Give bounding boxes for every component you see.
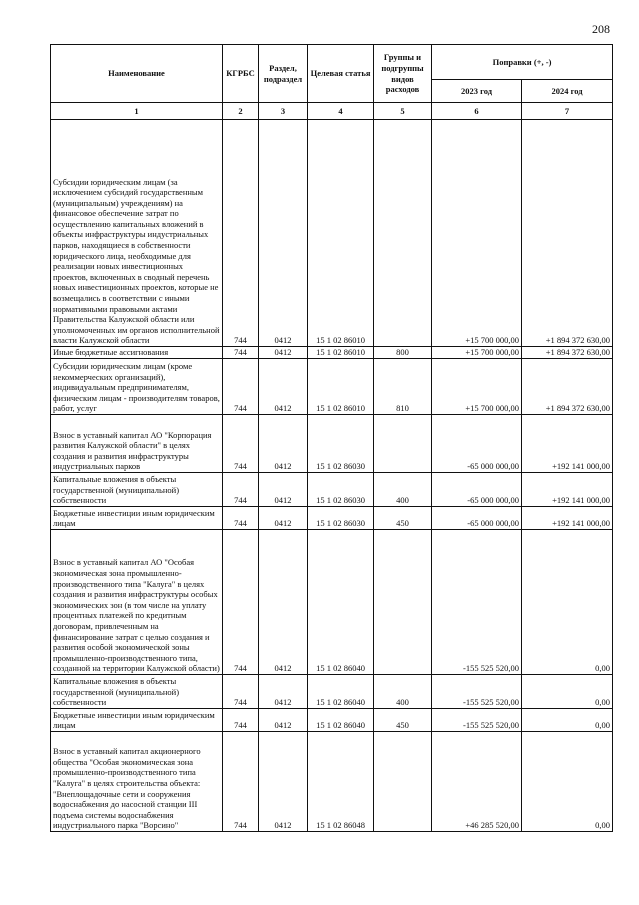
row-2024: 0,00 bbox=[522, 530, 613, 675]
row-kgrbs: 744 bbox=[223, 473, 259, 507]
row-kgrbs: 744 bbox=[223, 120, 259, 347]
row-2024: +192 141 000,00 bbox=[522, 507, 613, 530]
row-2023: -65 000 000,00 bbox=[432, 507, 522, 530]
row-2023: +15 700 000,00 bbox=[432, 359, 522, 415]
row-name: Бюджетные инвестиции иным юридическим лицам bbox=[51, 507, 223, 530]
row-section: 0412 bbox=[259, 120, 308, 347]
budget-amendments-table bbox=[50, 44, 613, 832]
row-name: Бюджетные инвестиции иным юридическим лицам bbox=[51, 709, 223, 732]
row-name: Капитальные вложения в объекты государственной (муниципальной) собственности bbox=[51, 473, 223, 507]
row-2023: -155 525 520,00 bbox=[432, 709, 522, 732]
row-kgrbs: 744 bbox=[223, 732, 259, 832]
row-group bbox=[374, 732, 432, 832]
table-row bbox=[51, 473, 613, 507]
row-2023: +15 700 000,00 bbox=[432, 120, 522, 347]
row-target: 15 1 02 86048 bbox=[308, 732, 374, 832]
row-name: Капитальные вложения в объекты государственной (муниципальной) собственности bbox=[51, 675, 223, 709]
row-2024: 0,00 bbox=[522, 675, 613, 709]
table-row bbox=[51, 709, 613, 732]
row-group: 810 bbox=[374, 359, 432, 415]
table-row bbox=[51, 359, 613, 415]
header-name: Наименование bbox=[51, 45, 223, 103]
row-kgrbs: 744 bbox=[223, 675, 259, 709]
row-2023: +15 700 000,00 bbox=[432, 347, 522, 359]
col-number-4: 4 bbox=[308, 103, 374, 120]
row-kgrbs: 744 bbox=[223, 530, 259, 675]
row-kgrbs: 744 bbox=[223, 347, 259, 359]
row-2024: +192 141 000,00 bbox=[522, 415, 613, 473]
header-section: Раздел, подраздел bbox=[259, 45, 308, 103]
page-number: 208 bbox=[592, 22, 610, 36]
table-row bbox=[51, 415, 613, 473]
row-group bbox=[374, 120, 432, 347]
row-section: 0412 bbox=[259, 507, 308, 530]
table-row bbox=[51, 347, 613, 359]
row-group: 450 bbox=[374, 709, 432, 732]
row-section: 0412 bbox=[259, 415, 308, 473]
row-kgrbs: 744 bbox=[223, 415, 259, 473]
row-name: Взнос в уставный капитал АО "Корпорация развития Калужской области" в целях создания и развития инфраструктуры индустриальных парков bbox=[51, 415, 223, 473]
row-group bbox=[374, 415, 432, 473]
row-2024: +1 894 372 630,00 bbox=[522, 120, 613, 347]
row-section: 0412 bbox=[259, 473, 308, 507]
row-2024: 0,00 bbox=[522, 732, 613, 832]
table-row bbox=[51, 732, 613, 832]
table-row bbox=[51, 675, 613, 709]
header-target: Целевая статья bbox=[308, 45, 374, 103]
col-number-6: 6 bbox=[432, 103, 522, 120]
row-name: Субсидии юридическим лицам (за исключением субсидий государственным (муниципальным) учреждениям) на финансовое обеспечение затрат по осуществлению капитальных вложений в объекты инфраструктуры индустриальных парков, находящиеся в собственности юридического лица, необходимые для реализации новых инвестиционных проектов, включенных в сводный перечень новых инвестиционных проектов, которые не возмещались в соответствии с иными нормативными правовыми актами Правительства Калужской области или уполномоченных им органов исполнительной власти Калужской области bbox=[51, 120, 223, 347]
row-name: Взнос в уставный капитал АО "Особая экономическая зона промышленно-производственного типа "Калуга" в целях создания и развития инфраструктуры особых экономических зон (в том числе на уплату процентных платежей по кредитным договорам, привлеченным на финансирование затрат с целью создания и развития особой экономической зоны промышленно-производственного типа, созданной на территории Калужской области) bbox=[51, 530, 223, 675]
header-kgrbs: КГРБС bbox=[223, 45, 259, 103]
row-group: 400 bbox=[374, 473, 432, 507]
table-row bbox=[51, 530, 613, 675]
row-section: 0412 bbox=[259, 732, 308, 832]
row-2023: -65 000 000,00 bbox=[432, 473, 522, 507]
col-number-2: 2 bbox=[223, 103, 259, 120]
row-2024: +1 894 372 630,00 bbox=[522, 359, 613, 415]
row-kgrbs: 744 bbox=[223, 507, 259, 530]
row-target: 15 1 02 86010 bbox=[308, 359, 374, 415]
row-2024: 0,00 bbox=[522, 709, 613, 732]
row-section: 0412 bbox=[259, 675, 308, 709]
header-2023: 2023 год bbox=[432, 80, 522, 103]
row-section: 0412 bbox=[259, 709, 308, 732]
header-amendments: Поправки (+, -) bbox=[432, 45, 613, 80]
row-2024: +192 141 000,00 bbox=[522, 473, 613, 507]
row-section: 0412 bbox=[259, 359, 308, 415]
row-target: 15 1 02 86040 bbox=[308, 675, 374, 709]
row-target: 15 1 02 86040 bbox=[308, 530, 374, 675]
row-kgrbs: 744 bbox=[223, 709, 259, 732]
row-name: Иные бюджетные ассигнования bbox=[51, 347, 223, 359]
row-target: 15 1 02 86030 bbox=[308, 473, 374, 507]
header-2024: 2024 год bbox=[522, 80, 613, 103]
row-target: 15 1 02 86010 bbox=[308, 120, 374, 347]
table-row bbox=[51, 120, 613, 347]
row-2023: -155 525 520,00 bbox=[432, 530, 522, 675]
row-group: 400 bbox=[374, 675, 432, 709]
row-name: Взнос в уставный капитал акционерного общества "Особая экономическая зона промышленно-производственного типа "Калуга" в целях строительства объекта: "Внеплощадочные сети и сооружения водоснабжения до насосной станции III подъема системы водоснабжения индустриального парка "Ворсино" bbox=[51, 732, 223, 832]
col-number-3: 3 bbox=[259, 103, 308, 120]
row-group: 450 bbox=[374, 507, 432, 530]
row-2023: -65 000 000,00 bbox=[432, 415, 522, 473]
row-2023: -155 525 520,00 bbox=[432, 675, 522, 709]
row-2023: +46 285 520,00 bbox=[432, 732, 522, 832]
row-group bbox=[374, 530, 432, 675]
table-row bbox=[51, 507, 613, 530]
row-target: 15 1 02 86030 bbox=[308, 507, 374, 530]
col-number-7: 7 bbox=[522, 103, 613, 120]
header-groups: Группы и подгруппы видов расходов bbox=[374, 45, 432, 103]
row-2024: +1 894 372 630,00 bbox=[522, 347, 613, 359]
row-target: 15 1 02 86030 bbox=[308, 415, 374, 473]
row-kgrbs: 744 bbox=[223, 359, 259, 415]
row-name: Субсидии юридическим лицам (кроме некоммерческих организаций), индивидуальным предпринимателям, физическим лицам - производителям товаров, работ, услуг bbox=[51, 359, 223, 415]
row-group: 800 bbox=[374, 347, 432, 359]
col-number-5: 5 bbox=[374, 103, 432, 120]
col-number-1: 1 bbox=[51, 103, 223, 120]
row-target: 15 1 02 86040 bbox=[308, 709, 374, 732]
row-section: 0412 bbox=[259, 530, 308, 675]
row-target: 15 1 02 86010 bbox=[308, 347, 374, 359]
row-section: 0412 bbox=[259, 347, 308, 359]
